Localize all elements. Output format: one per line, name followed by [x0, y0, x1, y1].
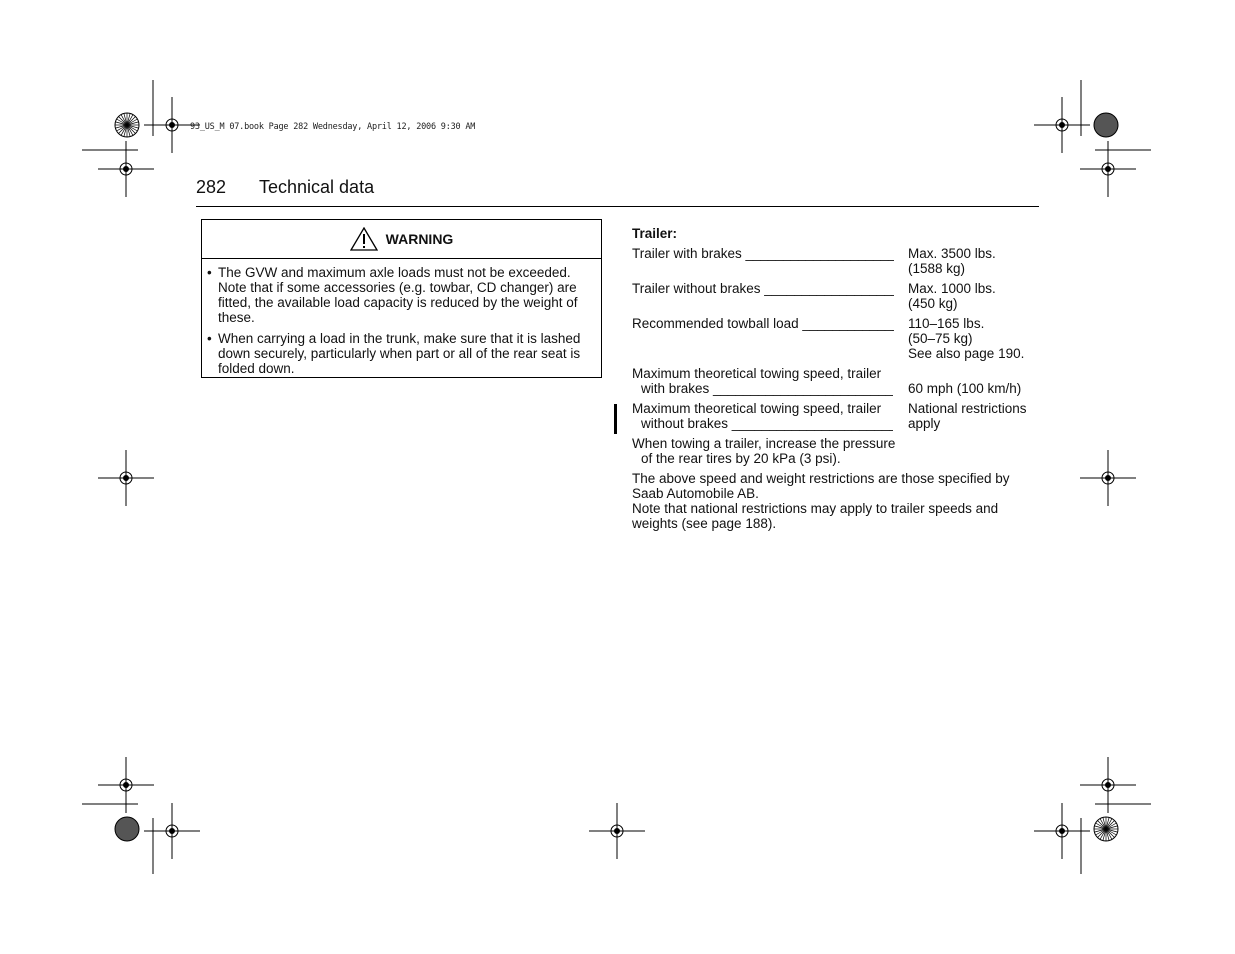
crosshair-mark [1034, 803, 1090, 859]
spec-value-trailer-with-brakes: Max. 3500 lbs. (1588 kg) [908, 246, 996, 276]
dark-target-top-right [1094, 113, 1118, 137]
crosshair-mark [98, 141, 154, 197]
dark-target-bottom-left [115, 817, 139, 841]
restrictions-note: The above speed and weight restrictions are those specified by Saab Automobile AB. Note that national restrictions may apply to trailer speeds and weights (see page 188). [632, 471, 1010, 531]
starburst-top-left [115, 113, 139, 137]
page-number: 282 [196, 177, 227, 197]
spec-value-speed-with-brakes: 60 mph (100 km/h) [908, 381, 1022, 396]
starburst-bottom-right [1094, 817, 1118, 841]
revision-bar [614, 404, 617, 434]
warning-triangle-icon [350, 227, 378, 251]
crosshair-mark [1080, 757, 1136, 813]
crosshair-mark [1080, 141, 1136, 197]
section-title: Technical data [259, 177, 375, 197]
warning-box [201, 219, 602, 378]
trailer-heading: Trailer: [632, 226, 678, 241]
crosshair-mark [589, 803, 645, 859]
spec-value-speed-without-brakes: National restrictions apply [908, 401, 1027, 431]
crosshair-mark [1034, 97, 1090, 153]
spec-label-speed-with-brakes: Maximum theoretical towing speed, trailer with brakes _____ [632, 366, 893, 396]
spec-value-trailer-without-brakes: Max. 1000 lbs. (450 kg) [908, 281, 996, 311]
print-slug: 93_US_M 07.book Page 282 Wednesday, April 12, 2006 9:30 AM [190, 122, 476, 132]
spec-value-towball-load: 110–165 lbs. (50–75 kg) See also page 190. [908, 316, 1025, 361]
spec-label-speed-without-brakes: Maximum theoretical towing speed, trailer without brakes _____ [632, 401, 893, 431]
spec-label-trailer-without-brakes: Trailer without brakes _____ [632, 281, 894, 296]
warning-header [202, 220, 601, 259]
crosshair-mark [144, 803, 200, 859]
spec-label-trailer-with-brakes: Trailer with brakes _____ [632, 246, 894, 261]
crosshair-mark [98, 450, 154, 506]
warning-item: • When carrying a load in the trunk, make sure that it is lashed down securely, particularly when part or all of the rear seat is folded down. [205, 331, 593, 376]
crosshair-mark [1080, 450, 1136, 506]
header-rule [196, 206, 1039, 207]
warning-item: • The GVW and maximum axle loads must not be exceeded. Note that if some accessories (e.g. towbar, CD changer) are fitted, the available load capacity is reduced by the weight of these. [205, 265, 593, 325]
warning-title: WARNING [385, 231, 454, 247]
warning-list [202, 259, 601, 376]
tire-pressure-note: When towing a trailer, increase the pressure of the rear tires by 20 kPa (3 psi). [632, 436, 896, 466]
crosshair-mark [98, 757, 154, 813]
spec-label-towball-load: Recommended towball load _____ [632, 316, 894, 331]
